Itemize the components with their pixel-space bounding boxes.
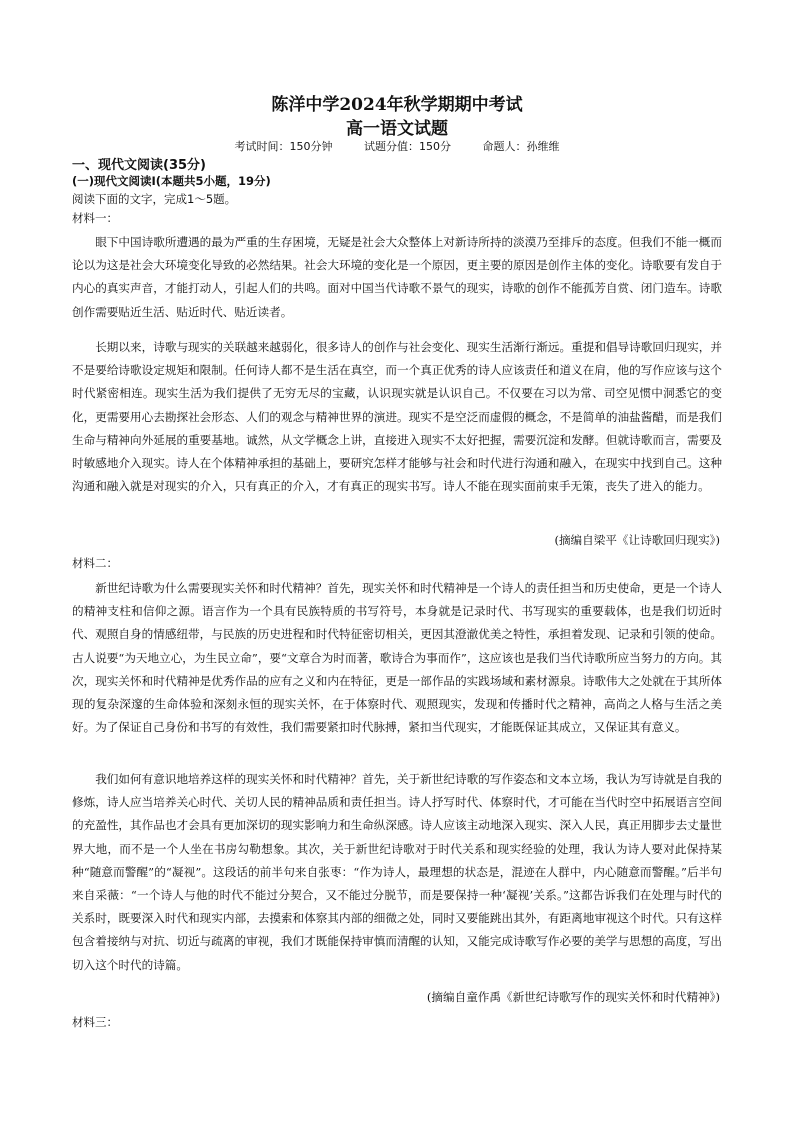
section-heading: 一、现代文阅读(35分) — [72, 158, 206, 173]
exam-subtitle: 高一语文试题 — [346, 119, 448, 139]
exam-time: 考试时间：150分钟 — [234, 140, 333, 153]
material-paragraph: 眼下中国诗歌所遭遇的最为严重的生存困境，无疑是社会大众整体上对新诗所持的淡漠乃至排斥的态度。但我们不能一概而论以为这是社会大环境变化导致的必然结果。社会大环境的变化是一个原因，更主要的原因是创作主体的变化。诗歌要有发自于内心的真实声音，才能打动人，引起人们的共鸣。面对中国当代诗歌不景气的现实，诗歌的创作不能孤芳自赏、闭门造车。诗歌创作需要贴近生活、贴近时代、贴近读者。 — [72, 235, 722, 319]
material-source: (摘编自梁平《让诗歌回归现实》) — [554, 533, 720, 547]
exam-title: 陈洋中学2024年秋学期期中考试 — [271, 95, 523, 115]
exam-meta — [0, 138, 794, 154]
section-subheading: (一)现代文阅读I(本题共5小题，19分) — [72, 174, 271, 188]
material-paragraph: 我们如何有意识地培养这样的现实关怀和时代精神？首先，关于新世纪诗歌的写作姿态和文本立场，我认为写诗就是自我的修炼，诗人应当培养关心时代、关切人民的精神品质和责任担当。诗人抒写时代、体察时代，才可能在当代时空中拓展语言空间的充盈性，其作品也才会具有更加深切的现实影响力和生命纵深感。诗人应该主动地深入现实、深入人民，真正用脚步去丈量世界大地，而不是一个人坐在书房勾勒想象。其次，关于新世纪诗歌对于时代关系和现实经验的处理，我认为诗人要对此保持某种“随意而警醒”的“凝视”。这段话的前半句来自张枣：“作为诗人，最理想的状态是，混迹在人群中，内心随意而警醒。”后半句来自采薇：“一个诗人与他的时代不能过分契合，又不能过分脱节，而是要保持一种‘凝视’关系。”这都告诉我们在处理与时代的关系时，既要深入时代和现实内部，去摸索和体察其内部的细微之处，同时又要能跳出其外，有距离地审视这个时代。只有这样包含着接纳与对抗、切近与疏离的审视，我们才既能保持审慎而清醒的认知，又能完成诗歌写作必要的美学与思想的高度，写出切入这个时代的诗篇。 — [72, 772, 722, 972]
material-label: 材料一： — [72, 211, 118, 225]
material-source: (摘编自童作禹《新世纪诗歌写作的现实关怀和时代精神》) — [426, 990, 720, 1004]
total-score: 试题分值：150分 — [364, 140, 451, 153]
instruction: 阅读下面的文字，完成1～5题。 — [72, 192, 237, 206]
material-paragraph: 长期以来，诗歌与现实的关联越来越弱化，很多诗人的创作与社会变化、现实生活渐行渐远。重提和倡导诗歌回归现实，并不是要给诗歌设定规矩和限制。任何诗人都不是生活在真空，而一个真正优秀的诗人应该责任和道义在肩，他的写作应该与这个时代紧密相连。现实生活为我们提供了无穷无尽的宝藏，认识现实就是认识自己。不仅要在习以为常、司空见惯中洞悉它的变化，更需要用心去勘探社会形态、人们的观念与精神世界的演进。现实不是空泛而虚假的概念，不是简单的油盐酱醋，而是我们生命与精神向外延展的重要基地。诚然，从文学概念上讲，直接进入现实不太好把握，需要沉淀和发酵。但就诗歌而言，需要及时敏感地介入现实。诗人在个体精神承担的基础上，要研究怎样才能够与社会和时代进行沟通和融入，在现实中找到自己。这种沟通和融入就是对现实的介入，只有真正的介入，才有真正的现实书写。诗人不能在现实面前束手无策，丧失了进入的能力。 — [72, 340, 722, 494]
author: 命题人：孙维维 — [482, 140, 560, 153]
material-label: 材料二： — [72, 556, 118, 570]
material-paragraph: 新世纪诗歌为什么需要现实关怀和时代精神？首先，现实关怀和时代精神是一个诗人的责任担当和历史使命，更是一个诗人的精神支柱和信仰之源。语言作为一个具有民族特质的书写符号，本身就是记录时代、书写现实的重要载体，也是我们切近时代、观照自身的情感纽带，与民族的历史进程和时代特征密切相关，更因其澄澈优美之特性，承担着发现、记录和引领的使命。古人说要“为天地立心，为生民立命”，要“文章合为时而著，歌诗合为事而作”，这应该也是我们当代诗歌所应当努力的方向。其次，现实关怀和时代精神是优秀作品的应有之义和内在特征，更是一部作品的实践场域和素材源泉。诗歌伟大之处就在于其所体现的复杂深邃的生命体验和深刻永恒的现实关怀，在于体察时代、观照现实，发现和传播时代之精神，高尚之人格与生活之美好。为了保证自己身份和书写的有效性，我们需要紧扣时代脉搏，紧扣当代现实，才能既保证其成立，又保证其有意义。 — [72, 581, 722, 735]
material-label: 材料三： — [72, 1015, 118, 1029]
